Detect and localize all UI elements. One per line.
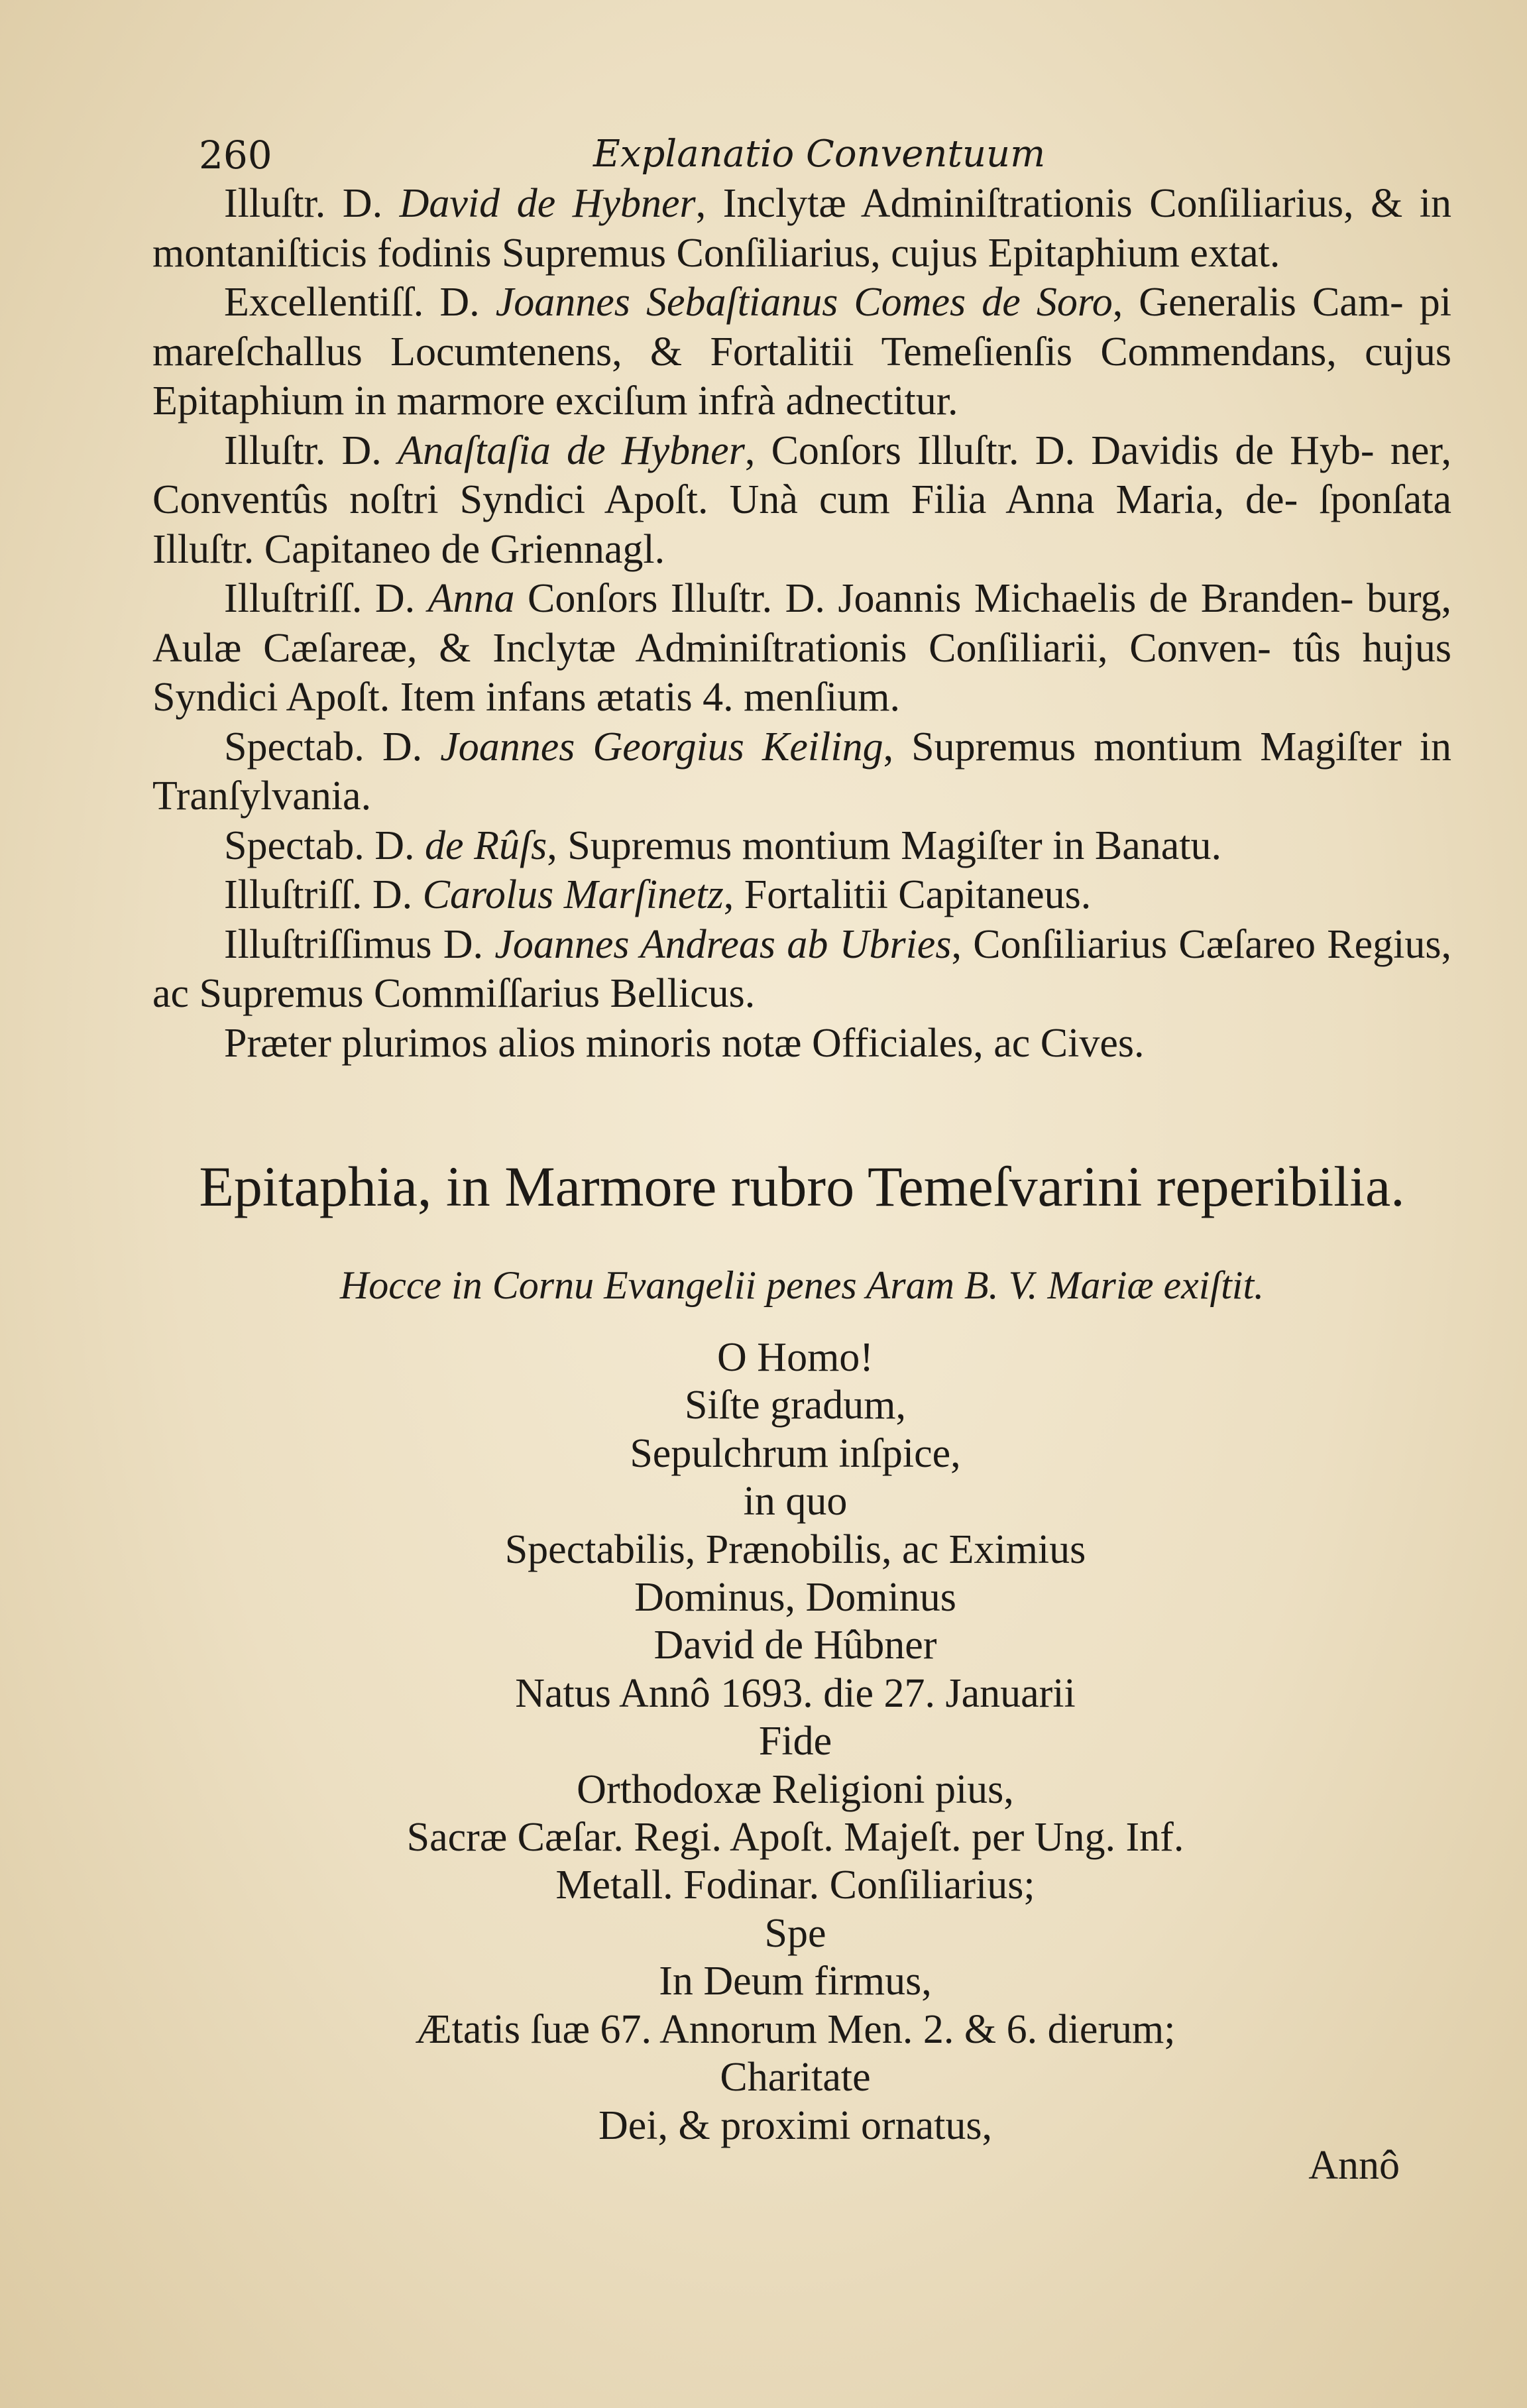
entry-text: burg, Aulæ Cæſareæ, & Inclytæ Adminiſtrationis Conſiliarii, Conven- (152, 576, 1451, 671)
running-head: Explanatio Conventuum (593, 133, 1046, 176)
page-number: 260 (199, 133, 272, 178)
epitaph-line: Fide (758, 1719, 832, 1764)
epitaph-line: Metall. Fodinar. Conſiliarius; (555, 1863, 1035, 1908)
list-item (152, 920, 1451, 1019)
epitaph-line: Orthodoxæ Religioni pius, (577, 1766, 1014, 1812)
epitaph-line: Dei, & proximi ornatus, (598, 2102, 993, 2148)
entry-text: , Fortalitii Capitaneus. (723, 872, 1092, 917)
entry-text: tûs hujus Syndici Apoſt. Item infans ætatis 4. menſium. (152, 625, 1451, 720)
epitaph-line: David de Hûbner (653, 1623, 937, 1668)
epitaph-line: O Homo! (717, 1335, 874, 1380)
list-item (152, 870, 1451, 920)
list-item (152, 179, 1451, 278)
list-item (152, 821, 1451, 871)
section-subheading: Hocce in Cornu Evangelii penes Aram B. V. Mariæ exiſtit. (339, 1263, 1265, 1307)
list-item (152, 574, 1451, 722)
entry-title: Illuſtr. D. (224, 428, 382, 473)
entry-text: ſponſata Illuſtr. Capitaneo de Griennagl. (152, 477, 1452, 572)
entry-text: Regius, ac Supremus Commiſſarius Bellicus. (152, 921, 1452, 1016)
entry-text: , Conſiliarius Cæſareo (951, 921, 1316, 967)
entry-title: Spectab. D. (224, 823, 415, 868)
entry-name: Joannes Andreas ab Ubries (494, 921, 952, 967)
entry-title: Spectab. D. (224, 724, 423, 770)
entry-text: ner, Conventûs noſtri Syndici Apoſt. Unà cum Filia Anna Maria, de- (152, 428, 1452, 522)
officials-list (152, 179, 1451, 1068)
entry-text: Conſors Illuſtr. D. Joannis Michaelis de Branden- (514, 576, 1354, 621)
entry-name: Anna (427, 576, 515, 621)
entry-title: Excellentiſſ. D. (224, 280, 480, 325)
epitaph-line: Ætatis ſuæ 67. Annorum Men. 2. & 6. dierum; (415, 2006, 1176, 2052)
epitaph-line: Charitate (720, 2055, 871, 2100)
list-item (152, 278, 1451, 426)
entry-text: & in montaniſticis fodinis Supremus Conſiliarius, cujus Epitaphium (152, 181, 1452, 276)
entry-name: Anaſtaſia de Hybner (398, 428, 745, 473)
entry-text: , Conſors Illuſtr. D. Davidis de Hyb- (744, 428, 1375, 473)
list-item (152, 1019, 1451, 1068)
entry-text: Præter plurimos alios minoris notæ Officiales, ac Cives. (224, 1020, 1145, 1066)
epitaph-line: Sepulchrum inſpice, (630, 1430, 961, 1476)
entry-title: Illuſtriſſ. D. (224, 872, 413, 917)
epitaph-line: Spectabilis, Prænobilis, ac Eximius (504, 1526, 1086, 1572)
epitaph-line: Spe (764, 1910, 826, 1956)
entry-text: in Tranſylvania. (152, 724, 1452, 819)
entry-text: cujus Epitaphium in marmore exciſum infrà adnectitur. (152, 329, 1452, 424)
entry-name: de Rûſs (425, 823, 547, 868)
entry-title: Illuſtriſſimus D. (224, 921, 484, 967)
entry-name: David de Hybner (399, 181, 696, 226)
entry-text: pi mareſchallus Locumtenens, & Fortalitii Temeſienſis Commendans, (152, 280, 1452, 374)
list-item (152, 722, 1451, 821)
entry-title: Illuſtr. D. (224, 181, 383, 226)
entry-text: extat. (1190, 230, 1280, 276)
list-item (152, 426, 1451, 575)
entry-text: , Generalis Cam- (1112, 280, 1404, 325)
entry-text: , Supremus montium Magiſter in Banatu. (547, 823, 1222, 868)
entry-name: Carolus Marſinetz (422, 872, 724, 917)
epitaph-line: Dominus, Dominus (634, 1575, 956, 1621)
entry-text: , Supremus montium Magiſter (883, 724, 1402, 770)
entry-name: Joannes Georgius Keiling (440, 724, 883, 770)
epitaph-line: Natus Annô 1693. die 27. Januarii (515, 1670, 1076, 1716)
epitaph-line: Siſte gradum, (684, 1383, 907, 1428)
epitaph-line: In Deum firmus, (659, 1959, 932, 2004)
epitaph-line: Sacræ Cæſar. Regi. Apoſt. Majeſt. per Ung. Inf. (406, 1815, 1184, 1861)
epitaph-line: in quo (743, 1479, 848, 1524)
entry-title: Illuſtriſſ. D. (224, 576, 416, 621)
epitaph-text (133, 1334, 1458, 2150)
section-heading: Epitaphia, in Marmore rubro Temeſvarini reperibilia. (199, 1155, 1405, 1218)
entry-text: , Inclytæ Adminiſtrationis Conſiliarius, (695, 181, 1354, 226)
catchword: Annô (1308, 2143, 1400, 2188)
entry-name: Joannes Sebaſtianus Comes de Soro (495, 280, 1113, 325)
